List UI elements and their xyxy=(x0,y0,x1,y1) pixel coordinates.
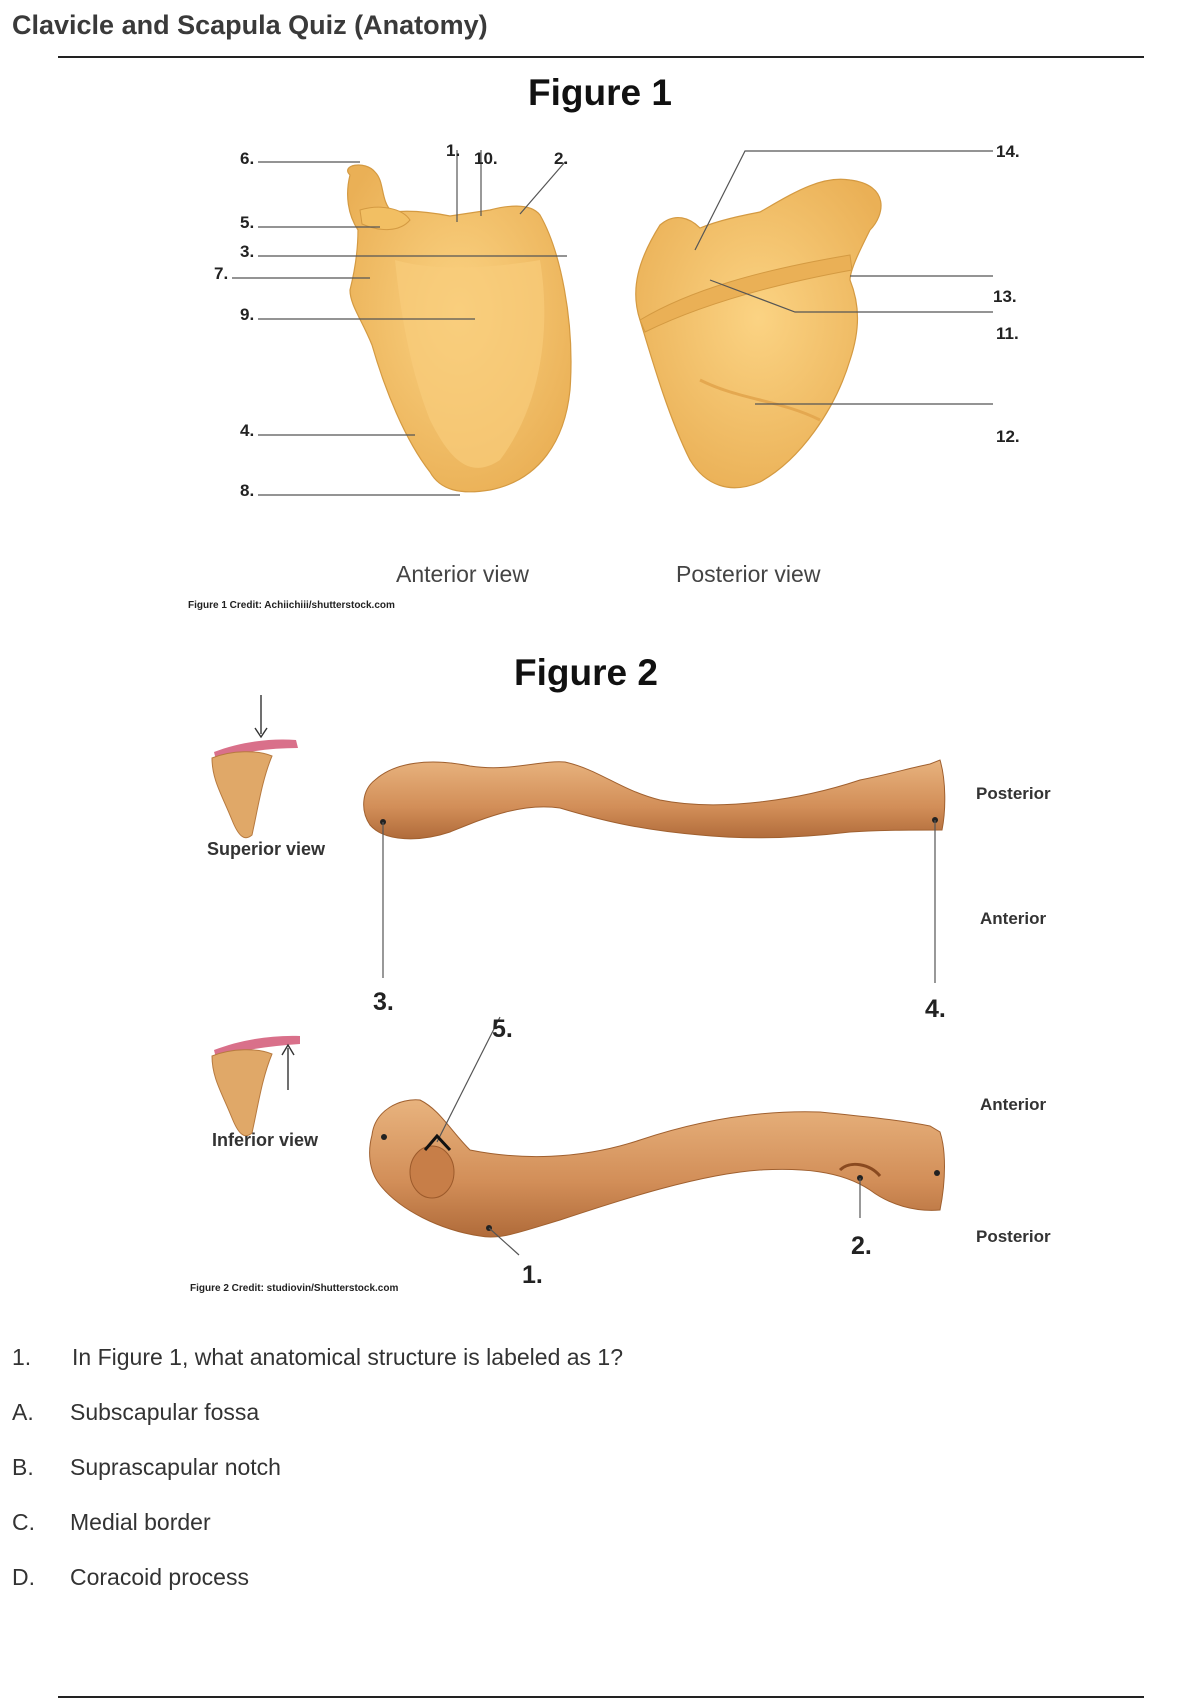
superior-anterior-label: Anterior xyxy=(980,909,1047,928)
fig1-label-12: 12. xyxy=(996,427,1020,446)
figure-2-heading: Figure 2 xyxy=(514,652,658,693)
fig1-posterior-view-label: Posterior view xyxy=(676,561,821,587)
figure-2-credit: Figure 2 Credit: studiovin/Shutterstock.com xyxy=(190,1283,399,1294)
option-text: Medial border xyxy=(70,1509,211,1535)
fig2-label-2: 2. xyxy=(851,1232,872,1260)
inferior-posterior-label: Posterior xyxy=(976,1227,1051,1246)
fig1-label-1: 1. xyxy=(446,141,461,160)
inferior-view-label: Inferior view xyxy=(212,1130,319,1150)
answer-option-d[interactable] xyxy=(12,1564,249,1591)
fig1-label-9: 9. xyxy=(240,305,255,324)
clavicle-superior-illustration xyxy=(364,760,945,839)
bottom-divider xyxy=(58,1696,1144,1698)
option-letter: A. xyxy=(12,1399,34,1425)
fig1-label-11: 11. xyxy=(996,324,1019,343)
option-text: Coracoid process xyxy=(70,1564,249,1590)
fig1-label-3: 3. xyxy=(240,242,255,261)
document-title: Clavicle and Scapula Quiz (Anatomy) xyxy=(12,10,488,40)
fig1-label-6: 6. xyxy=(240,149,255,168)
option-letter: C. xyxy=(12,1509,35,1535)
fig2-label-3: 3. xyxy=(373,988,394,1016)
question-1 xyxy=(12,1344,623,1371)
option-letter: B. xyxy=(12,1454,34,1480)
fig2-label-1: 1. xyxy=(522,1261,543,1289)
inferior-view-thumbnail xyxy=(212,1036,300,1136)
figure-1-credit: Figure 1 Credit: Achiichiii/shutterstock.com xyxy=(188,600,395,611)
answer-option-c[interactable] xyxy=(12,1509,211,1536)
fig1-label-4: 4. xyxy=(240,421,255,440)
fig1-label-13: 13. xyxy=(993,287,1017,306)
figure-1-heading: Figure 1 xyxy=(528,72,672,113)
superior-view-label: Superior view xyxy=(207,839,326,859)
fig1-anterior-view-label: Anterior view xyxy=(396,561,529,587)
fig1-label-10: 10. xyxy=(474,149,498,168)
question-number: 1. xyxy=(12,1344,32,1370)
scapula-anterior-illustration xyxy=(348,165,571,492)
fig2-label-4: 4. xyxy=(925,995,946,1023)
answer-option-b[interactable] xyxy=(12,1454,281,1481)
top-divider xyxy=(58,56,1144,58)
figure-1-scapula-diagram xyxy=(0,120,1200,620)
question-text: In Figure 1, what anatomical structure is labeled as 1? xyxy=(72,1344,624,1370)
clavicle-inferior-illustration xyxy=(370,1100,945,1237)
fig2-label-5: 5. xyxy=(492,1015,513,1043)
option-letter: D. xyxy=(12,1564,35,1590)
option-text: Subscapular fossa xyxy=(70,1399,260,1425)
figure-2-clavicle-diagram xyxy=(0,680,1200,1300)
answer-option-a[interactable] xyxy=(12,1399,259,1426)
scapula-posterior-illustration xyxy=(636,179,881,487)
superior-posterior-label: Posterior xyxy=(976,784,1051,803)
fig1-label-7: 7. xyxy=(214,264,229,283)
fig1-label-8: 8. xyxy=(240,481,255,500)
fig1-label-2: 2. xyxy=(554,149,569,168)
fig1-label-14: 14. xyxy=(996,142,1020,161)
fig1-label-5: 5. xyxy=(240,213,255,232)
inferior-anterior-label: Anterior xyxy=(980,1095,1047,1114)
superior-view-thumbnail xyxy=(212,695,298,838)
option-text: Suprascapular notch xyxy=(70,1454,281,1480)
